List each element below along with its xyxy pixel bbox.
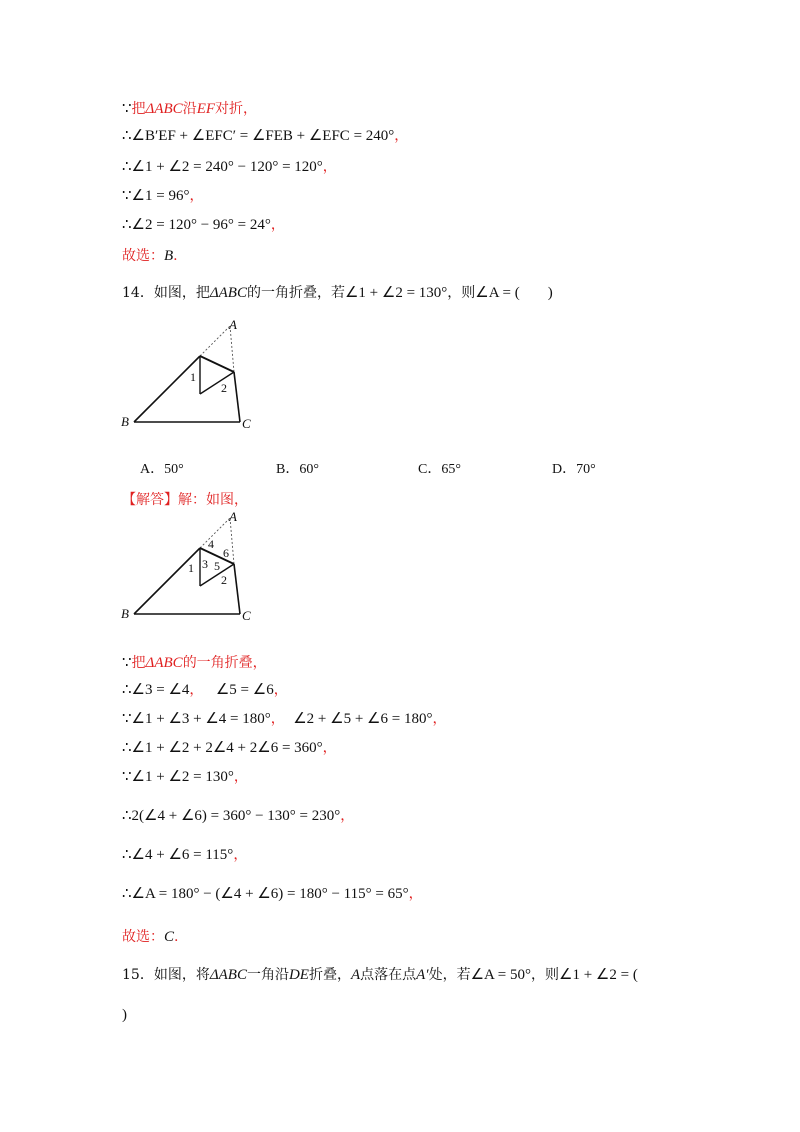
figure-angle-2: 2: [221, 381, 227, 395]
sol14-line3: ∵∠1 + ∠3 + ∠4 = 180°， ∠2 + ∠5 + ∠6 = 180°，: [122, 711, 447, 727]
figure-vertex-c: C: [242, 416, 251, 431]
sol14-answer: 故选：C.: [122, 929, 179, 945]
sol14-line8: ∴∠A = 180° − (∠4 + ∠6) = 180° − 115° = 65°，: [122, 886, 423, 902]
question-15-close: ): [122, 1007, 127, 1023]
figure-angle-6: 6: [223, 546, 229, 560]
solution-14-figure: [118, 510, 268, 630]
sol13-line1: ∵把ΔABC沿EF对折，: [122, 101, 258, 117]
question-15-stem: 15．如图，将ΔABC一角沿DE折叠，A点落在点A′处，若∠A = 50°，则∠1 + ∠2 = (: [122, 967, 638, 983]
sol13-line5: ∴∠2 = 120° − 96° = 24°，: [122, 217, 285, 233]
option-c: C．65°: [418, 462, 461, 477]
sol13-answer: 故选：B.: [122, 248, 178, 264]
sol13-line3: ∴∠1 + ∠2 = 240° − 120° = 120°，: [122, 159, 337, 175]
option-a: A．50°: [140, 462, 184, 477]
option-b: B．60°: [276, 462, 319, 477]
sol14-line7: ∴∠4 + ∠6 = 115°，: [122, 847, 248, 863]
figure-angle-1: 1: [188, 561, 194, 575]
figure-angle-4: 4: [208, 537, 214, 551]
question-14-stem: 14．如图，把ΔABC的一角折叠，若∠1 + ∠2 = 130°，则∠A = ( ): [122, 285, 553, 301]
sol14-line6: ∴2(∠4 + ∠6) = 360° − 130° = 230°，: [122, 808, 355, 824]
sol13-line2: ∴∠B′EF + ∠EFC′ = ∠FEB + ∠EFC = 240°，: [122, 128, 409, 144]
figure-vertex-a: A: [229, 510, 237, 524]
option-d: D．70°: [552, 462, 596, 477]
figure-angle-1: 1: [190, 370, 196, 384]
sol14-line4: ∴∠1 + ∠2 + 2∠4 + 2∠6 = 360°，: [122, 740, 337, 756]
sol14-heading: 【解答】解：如图，: [122, 492, 248, 508]
sol14-line1: ∵把ΔABC的一角折叠，: [122, 655, 267, 671]
figure-vertex-c: C: [242, 608, 251, 623]
sol14-line2: ∴∠3 = ∠4， ∠5 = ∠6，: [122, 682, 288, 698]
sol14-line5: ∵∠1 + ∠2 = 130°，: [122, 769, 248, 785]
sol13-line4: ∵∠1 = 96°，: [122, 188, 204, 204]
figure-vertex-a: A: [229, 318, 237, 332]
figure-vertex-b: B: [121, 606, 129, 621]
figure-angle-2: 2: [221, 573, 227, 587]
figure-angle-5: 5: [214, 559, 220, 573]
question-14-figure: [118, 318, 268, 438]
figure-vertex-b: B: [121, 414, 129, 429]
figure-angle-3: 3: [202, 557, 208, 571]
